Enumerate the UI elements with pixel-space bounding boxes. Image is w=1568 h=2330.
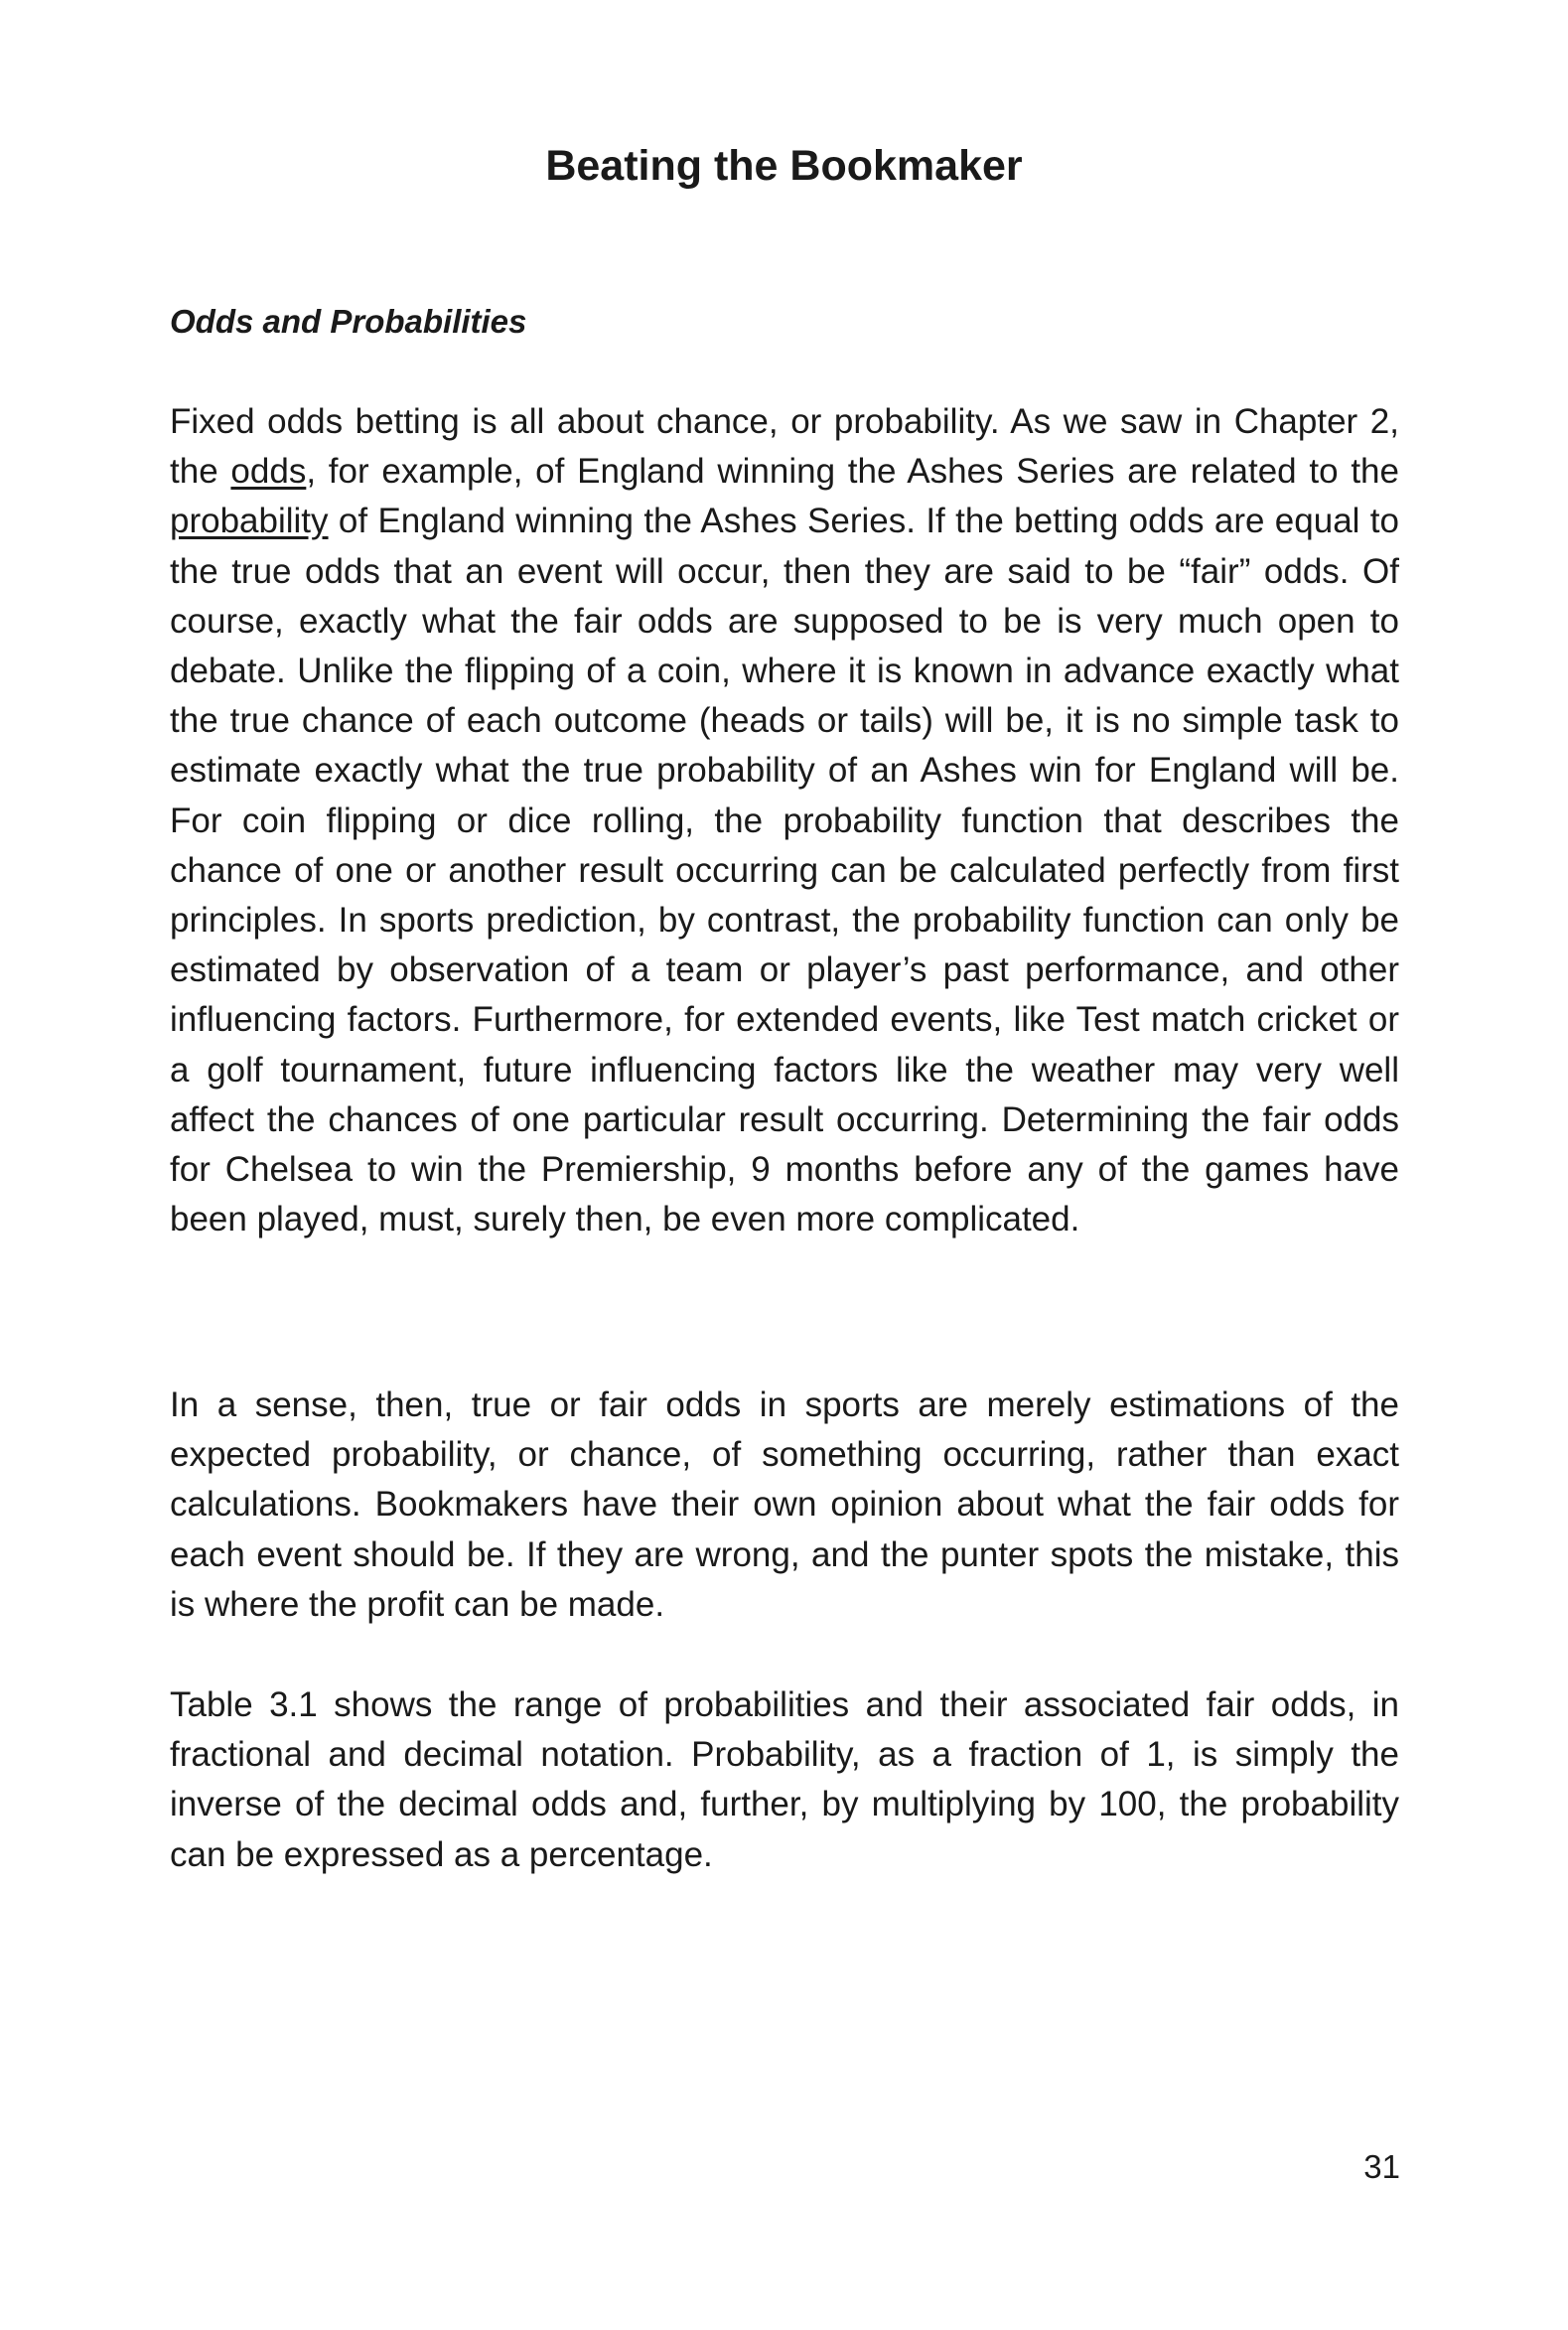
- underlined-term-odds: odds: [230, 452, 307, 492]
- paragraph-3: Table 3.1 shows the range of probabilities and their associated fair odds, in fractional and decimal notation. Probability, as a fraction of 1, is simply the inverse of the decimal odds and, further, by multiplying by 100, the probability can be expressed as a percentage.: [170, 1685, 1399, 1874]
- paragraph-1-text-a: Fixed odds betting is all about chance, or probability. As we saw in Chapter 2, the: [170, 402, 1399, 492]
- page-number: 31: [1363, 2148, 1400, 2185]
- chapter-title: Beating the Bookmaker: [545, 142, 1023, 190]
- paragraph-1: [170, 397, 1399, 1244]
- paragraph-1-text-b: , for example, of England winning the Ashes Series are related to the: [306, 452, 1399, 492]
- section-heading: Odds and Probabilities: [170, 303, 527, 340]
- paragraph-1-text-c: of England winning the Ashes Series. If the betting odds are equal to the true odds that an event will occur, then they are said to be “fair” odds. Of course, exactly what the fair odds are supposed to be is very much open to debate. Unlike the flipping of a coin, where it is known in advance exactly what the true chance of each outcome (heads or tails) will be, it is no simple task to estimate exactly what the true probability of an Ashes win for England will be. For coin flipping or dice rolling, the probability function that describes the chance of one or another result occurring can be calculated perfectly from first principles. In sports prediction, by contrast, the probability function can only be estimated by observation of a team or player’s past performance, and other influencing factors. Furthermore, for extended events, like Test match cricket or a golf tournament, future influencing factors like the weather may very well affect the chances of one particular result occurring. Determining the fair odds for Chelsea to win the Premiership, 9 months before any of the games have been played, must, surely then, be even more complicated.: [170, 502, 1399, 1239]
- paragraph-2: In a sense, then, true or fair odds in sports are merely estimations of the expected probability, or chance, of something occurring, rather than exact calculations. Bookmakers have their own opinion about what the fair odds for each event should be. If they are wrong, and the punter spots the mistake, this is where the profit can be made.: [170, 1385, 1399, 1624]
- underlined-term-probability: probability: [170, 502, 329, 541]
